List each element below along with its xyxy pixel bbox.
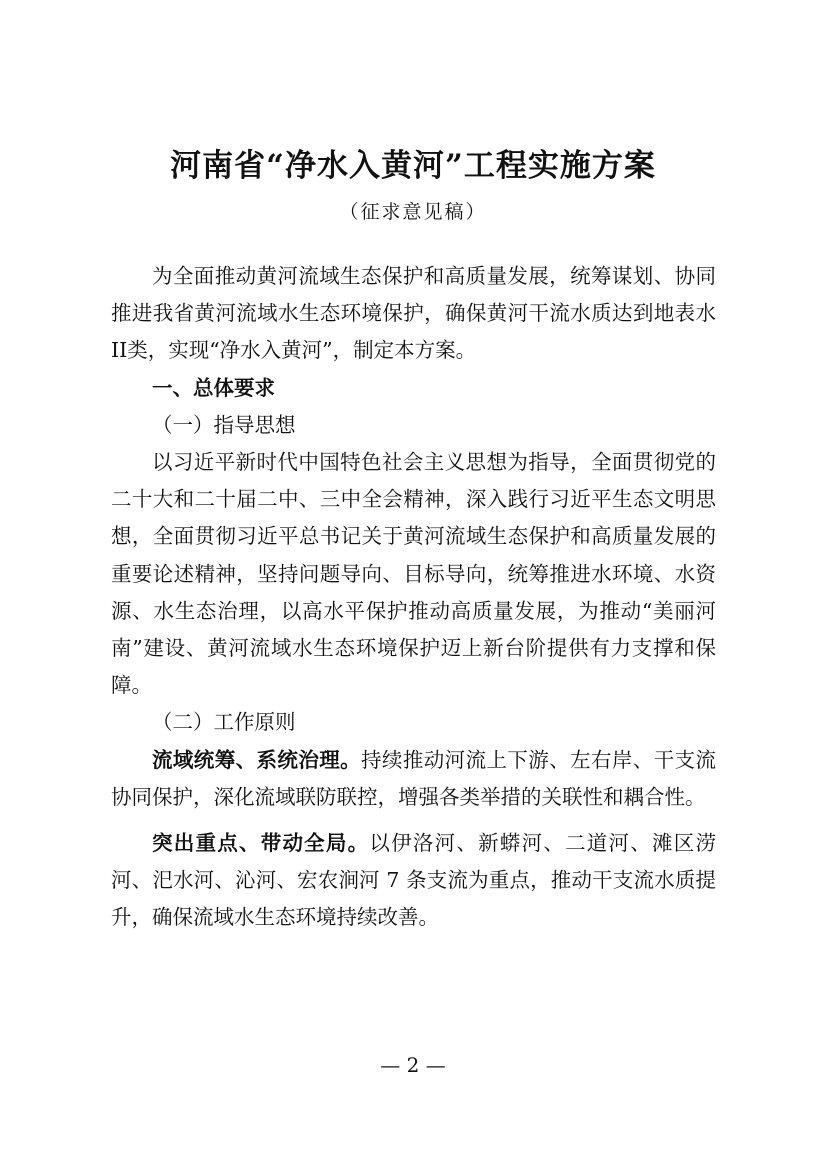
page-number: — 2 — bbox=[380, 1053, 446, 1077]
principle-1-lead: 流域统筹、系统治理。 bbox=[152, 747, 362, 772]
principle-1-text: 持续推动河流上下游、左右岸、干支流协同保护，深化流域联防联控，增强各类举措的关联性和耦合性。 bbox=[111, 747, 717, 809]
section-heading-general-requirements: 一、总体要求 bbox=[152, 375, 275, 400]
subsection-heading-work-principles: （二）工作原则 bbox=[152, 710, 296, 735]
intro-paragraph: 为全面推动黄河流域生态保护和高质量发展，统筹谋划、协同推进我省黄河流域水生态环境保护，确保黄河干流水质达到地表水II类，实现“净水入黄河”，制定本方案。 bbox=[111, 264, 716, 363]
document-subtitle: （征求意见稿） bbox=[339, 201, 487, 223]
principle-2-lead: 突出重点、带动全局。 bbox=[152, 831, 370, 856]
principle-2-text: 以伊洛河、新蟒河、二道河、滩区涝河、汜水河、沁河、宏农涧河 7 条支流为重点，推动干支流水质提升，确保流域水生态环境持续改善。 bbox=[111, 831, 717, 930]
principle-paragraph-2 bbox=[111, 825, 716, 937]
principle-paragraph-1 bbox=[111, 742, 716, 816]
subsection-heading-guiding-ideology: （一）指导思想 bbox=[152, 412, 296, 437]
guiding-ideology-paragraph: 以习近平新时代中国特色社会主义思想为指导，全面贯彻党的二十大和二十届二中、三中全会精神，深入践行习近平生态文明思想，全面贯彻习近平总书记关于黄河流域生态保护和高质量发展的重要论述精神，坚持问题导向、目标导向，统筹推进水环境、水资源、水生态治理，以高水平保护推动高质量发展，为推动“美丽河南”建设、黄河流域水生态环境保护迈上新台阶提供有力支撑和保障。 bbox=[111, 450, 716, 698]
document-body bbox=[111, 258, 716, 937]
document-title: 河南省“净水入黄河”工程实施方案 bbox=[170, 148, 656, 184]
